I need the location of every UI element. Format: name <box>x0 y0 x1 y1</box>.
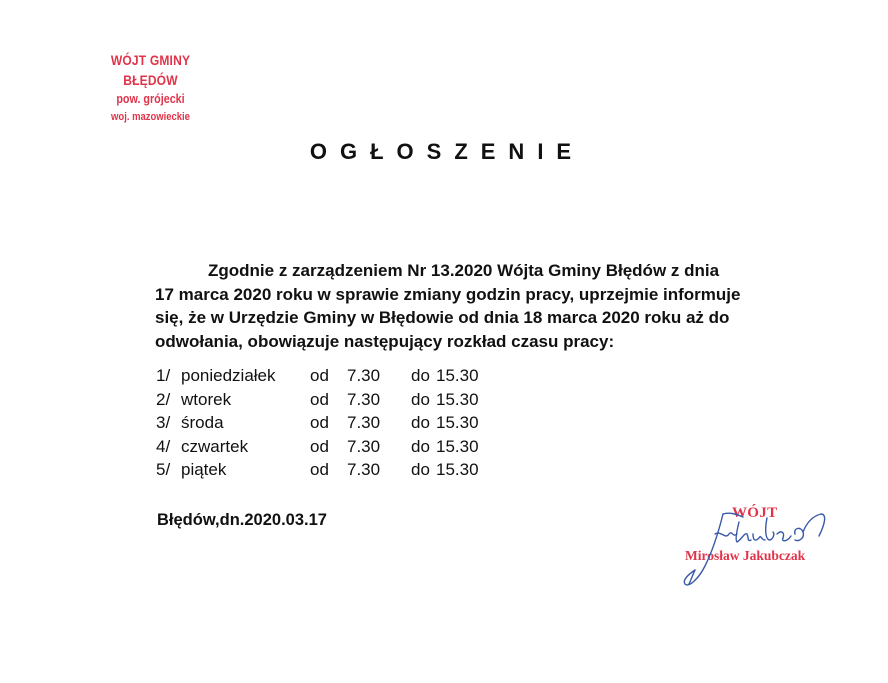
start-time: 7.30 <box>347 366 381 385</box>
to-label: do <box>411 413 430 432</box>
intro-line: odwołania, obowiązuje następujący rozkład czasu pracy: <box>155 331 615 351</box>
signature-stamp <box>675 500 845 610</box>
to-label: do <box>411 460 430 479</box>
office-stamp <box>86 50 215 126</box>
from-label: od <box>310 413 329 432</box>
stamp-line-2: pow. grójecki <box>116 92 185 106</box>
row-number: 1/ <box>156 366 171 385</box>
from-label: od <box>310 436 329 456</box>
weekday: środa <box>181 413 224 432</box>
stamp-line-1: WÓJT GMINY BŁĘDÓW <box>110 52 191 88</box>
weekday: wtorek <box>181 389 232 409</box>
start-time: 7.30 <box>347 413 381 432</box>
place-and-date: Błędów,dn.2020.03.17 <box>157 511 327 529</box>
row-number: 3/ <box>156 413 171 432</box>
start-time: 7.30 <box>347 389 381 409</box>
signatory-name: Mirosław Jakubczak <box>685 548 806 563</box>
intro-paragraph <box>155 259 805 353</box>
from-label: od <box>310 389 329 409</box>
weekday: czwartek <box>181 436 249 456</box>
row-number: 4/ <box>156 436 171 456</box>
signature-title: WÓJT <box>732 505 778 521</box>
end-time: 15.30 <box>436 436 479 456</box>
stamp-line-3: woj. mazowieckie <box>111 111 190 123</box>
document-title: OGŁOSZENIE <box>309 139 585 164</box>
end-time: 15.30 <box>436 389 479 409</box>
to-label: do <box>411 366 430 385</box>
to-label: do <box>411 436 430 456</box>
intro-line: się, że w Urzędzie Gminy w Błędowie od dnia 18 marca 2020 roku aż do <box>155 308 730 327</box>
end-time: 15.30 <box>436 460 479 479</box>
start-time: 7.30 <box>347 460 381 479</box>
intro-line: 17 marca 2020 roku w sprawie zmiany godzin pracy, uprzejmie informuje <box>155 284 741 304</box>
row-number: 2/ <box>156 389 171 409</box>
weekday: piątek <box>181 460 227 479</box>
intro-line: Zgodnie z zarządzeniem Nr 13.2020 Wójta Gminy Błędów z dnia <box>208 261 720 280</box>
handwritten-signature <box>675 500 845 610</box>
start-time: 7.30 <box>347 436 381 456</box>
from-label: od <box>310 460 329 479</box>
end-time: 15.30 <box>436 413 479 432</box>
end-time: 15.30 <box>436 366 479 385</box>
from-label: od <box>310 366 329 385</box>
row-number: 5/ <box>156 460 171 479</box>
weekday: poniedziałek <box>181 366 276 385</box>
to-label: do <box>411 389 430 409</box>
